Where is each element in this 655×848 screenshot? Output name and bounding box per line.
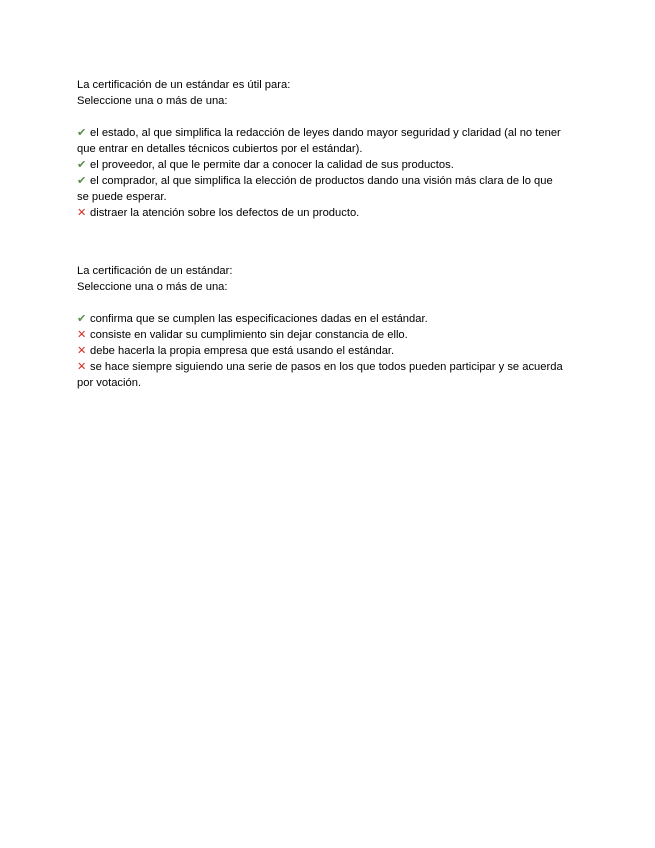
answer-text: el estado, al que simplifica la redacción de leyes dando mayor seguridad y claridad (al no tener que entrar en detalles técnicos cubiertos por el estándar). <box>77 127 561 155</box>
check-icon: ✔ <box>77 159 87 171</box>
answer-text: el proveedor, al que le permite dar a conocer la calidad de sus productos. <box>90 159 454 171</box>
question-prompt: La certificación de un estándar: <box>77 265 233 277</box>
spacer <box>77 109 567 125</box>
check-icon: ✔ <box>77 313 87 325</box>
answer-option <box>77 343 567 359</box>
answer-text: se hace siempre siguiendo una serie de pasos en los que todos pueden participar y se acuerda por votación. <box>77 361 563 389</box>
answer-option <box>77 327 567 343</box>
spacer <box>77 295 567 311</box>
check-icon: ✔ <box>77 175 87 187</box>
cross-icon: ✕ <box>77 329 87 341</box>
answer-option <box>77 311 567 327</box>
cross-icon: ✕ <box>77 361 87 373</box>
question-instruction: Seleccione una o más de una: <box>77 281 228 293</box>
cross-icon: ✕ <box>77 207 87 219</box>
answer-text: el comprador, al que simplifica la elección de productos dando una visión más clara de lo que se puede esperar. <box>77 175 553 203</box>
question-2 <box>77 263 567 391</box>
answer-option <box>77 359 567 391</box>
answer-option <box>77 157 567 173</box>
answer-text: distraer la atención sobre los defectos de un producto. <box>90 207 360 219</box>
answer-option <box>77 205 567 221</box>
cross-icon: ✕ <box>77 345 87 357</box>
question-1 <box>77 77 567 221</box>
answer-text: debe hacerla la propia empresa que está usando el estándar. <box>90 345 395 357</box>
question-prompt: La certificación de un estándar es útil para: <box>77 79 291 91</box>
answer-option <box>77 125 567 157</box>
answer-text: confirma que se cumplen las especificaciones dadas en el estándar. <box>90 313 428 325</box>
check-icon: ✔ <box>77 127 87 139</box>
answer-text: consiste en validar su cumplimiento sin dejar constancia de ello. <box>90 329 408 341</box>
question-instruction: Seleccione una o más de una: <box>77 95 228 107</box>
answer-option <box>77 173 567 205</box>
